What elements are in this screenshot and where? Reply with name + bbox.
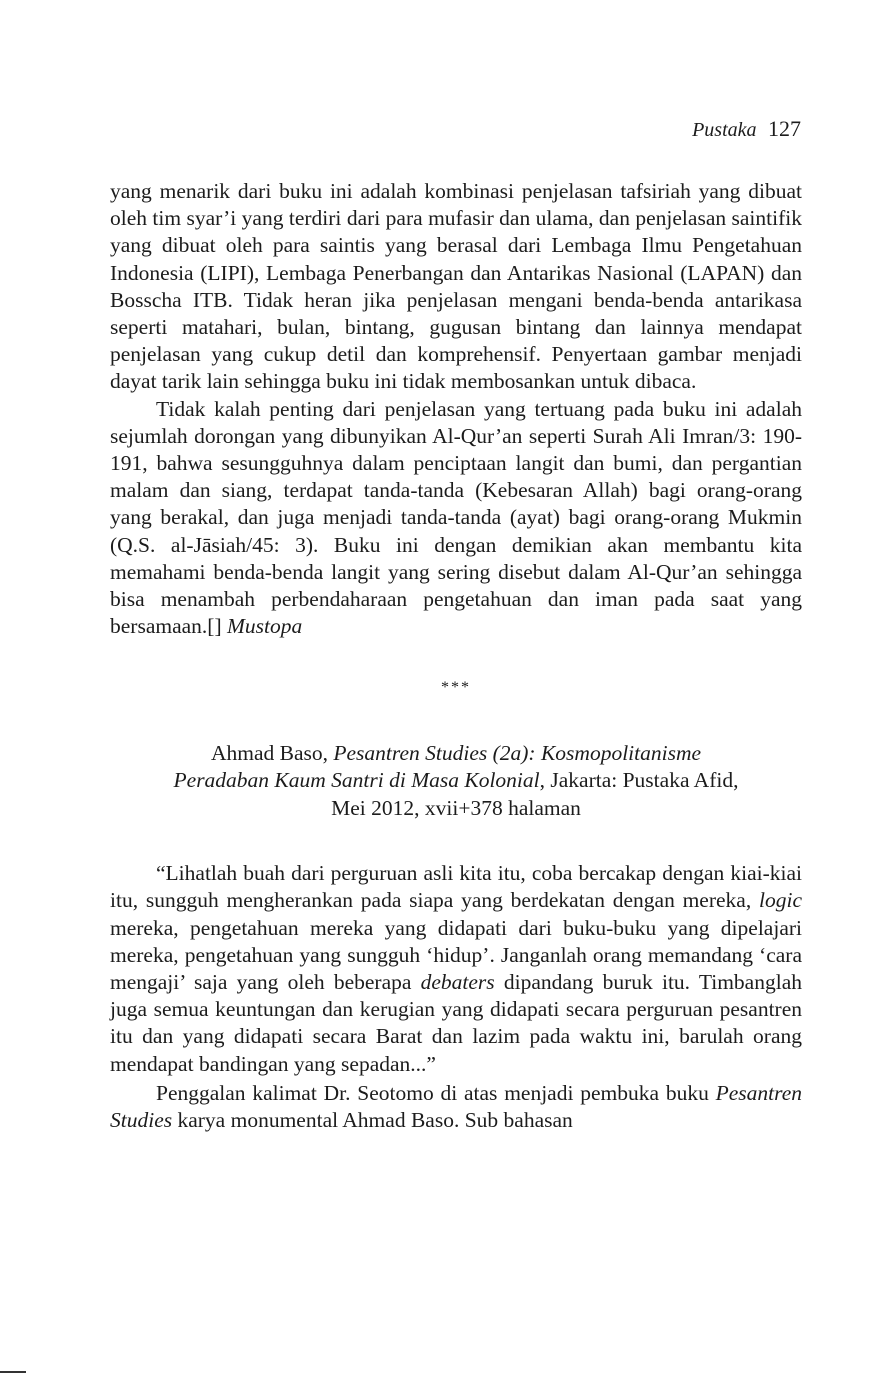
citation-title-part-2: Peradaban Kaum Santri di Masa Kolonial <box>173 768 540 793</box>
section-separator: *** <box>441 679 471 697</box>
citation-line-1 <box>110 740 802 768</box>
quote-italic-logic: logic <box>759 888 802 913</box>
running-header <box>692 114 801 145</box>
final-paragraph <box>110 1080 802 1134</box>
paragraph-1-text: yang menarik dari buku ini adalah kombinasi penjelasan tafsiriah yang dibuat oleh tim syar’i yang terdiri dari para mufasir dan ulama, dan penjelasan saintifik yang dibuat oleh para saintis yang berasal dari Lembaga Ilmu Pengetahuan Indonesia (LIPI), Lembaga Penerbangan dan Antarikas Nasional (LAPAN) dan Bosscha ITB. Tidak heran jika penjelasan mengani benda-benda antarikasa seperti matahari, bulan, bintang, gugusan bintang dan lainnya mendapat penjelasan yang cukup detil dan komprehensif. Penyertaan gambar menjadi dayat tarik lain sehingga buku ini tidak membosankan untuk dibaca. <box>110 179 802 394</box>
citation-title-part-1: Pesantren Studies (2a): Kosmopolitanisme <box>333 740 702 765</box>
paragraph-quran-verses <box>110 396 802 641</box>
final-part-1: Penggalan kalimat Dr. Seotomo di atas menjadi pembuka buku <box>156 1080 716 1105</box>
citation-line-2 <box>110 767 802 795</box>
final-part-2: karya monumental Ahmad Baso. Sub bahasan <box>172 1107 573 1132</box>
quote-paragraph <box>110 860 802 1078</box>
final-italic-title: Pesantren Studies <box>110 1080 802 1132</box>
quote-part-3: dipandang buruk itu. Timbanglah juga semua keuntungan dan kerugian yang didapati secara perguruan pesantren itu dan yang didapati secara Barat dan lazim pada waktu ini, barulah orang mendapat bandingan yang sepadan...” <box>110 969 802 1076</box>
quote-italic-debaters: debaters <box>420 969 495 994</box>
running-title: Pustaka <box>692 119 757 141</box>
page-number: 127 <box>768 116 801 141</box>
citation-author: Ahmad Baso, <box>210 740 334 765</box>
reviewer-name: Mustopa <box>227 614 303 639</box>
quote-part-2: mereka, pengetahuan mereka yang didapati dari buku-buku yang dipelajari mereka, pengetahuan yang sungguh ‘hidup’. Janganlah orang memandang ‘cara mengaji’ saja yang oleh beberapa <box>110 915 802 994</box>
paragraph-continued <box>110 178 802 396</box>
page-body <box>110 178 802 1134</box>
citation-line-3: Mei 2012, xvii+378 halaman <box>331 795 581 820</box>
scan-edge-mark <box>0 1371 26 1373</box>
quote-part-1: “Lihatlah buah dari perguruan asli kita itu, coba bercakap dengan kiai-kiai itu, sungguh mengherankan pada siapa yang berdekatan dengan mereka, <box>110 861 802 913</box>
citation-publisher: , Jakarta: Pustaka Afid, <box>539 768 739 793</box>
book-citation <box>110 740 802 823</box>
paragraph-2-text: Tidak kalah penting dari penjelasan yang tertuang pada buku ini adalah sejumlah dorongan yang dibunyikan Al-Qur’an seperti Surah Ali Imran/3: 190-191, bahwa sesungguhnya dalam penciptaan langit dan bumi, dan pergantian malam dan siang, terdapat tanda-tanda (Kebesaran Allah) bagi orang-orang yang berakal, dan juga menjadi tanda-tanda (ayat) bagi orang-orang Mukmin (Q.S. al-Jāsiah/45: 3). Buku ini dengan demikian akan membantu kita memahami benda-benda langit yang sering disebut dalam Al-Qur’an sehingga bisa menambah perbendaharaan pengetahuan dan iman pada saat yang bersamaan.[] <box>110 396 802 639</box>
